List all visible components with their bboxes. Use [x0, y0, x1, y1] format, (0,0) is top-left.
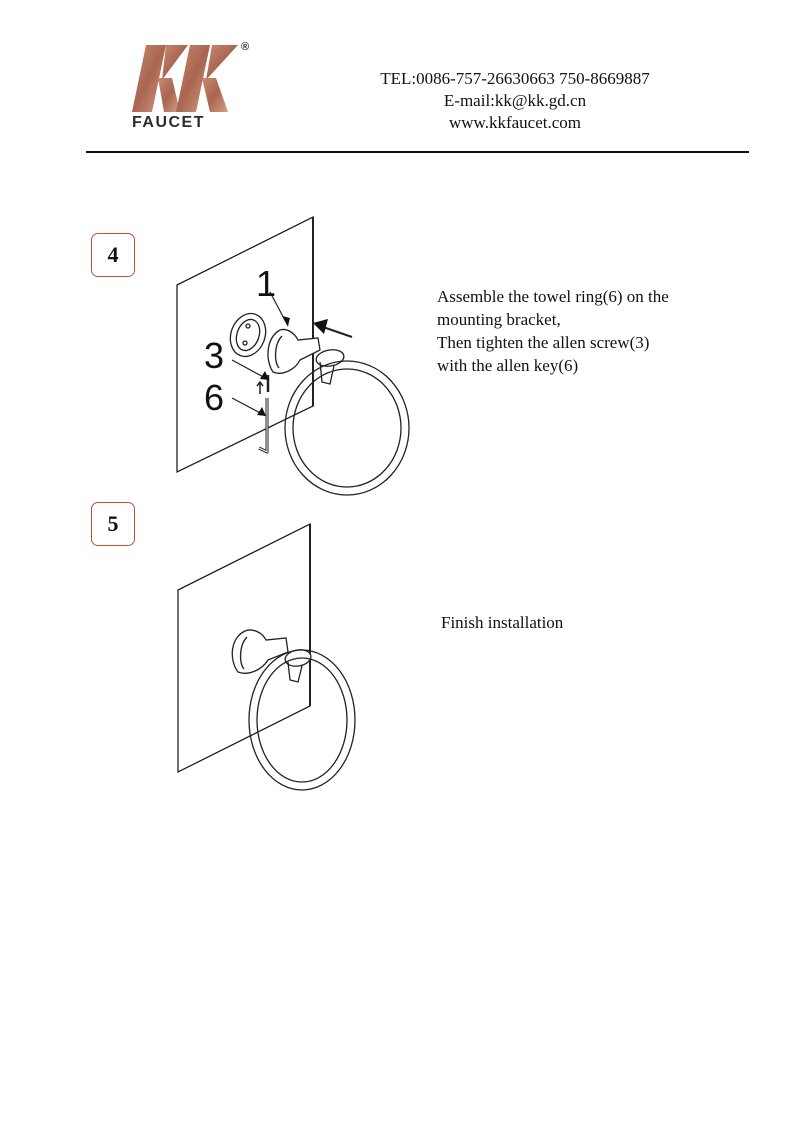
- towel-ring: [285, 361, 409, 495]
- header-divider: [86, 151, 749, 153]
- step-4-badge: 4: [91, 233, 135, 277]
- callout-6: 6: [204, 377, 225, 418]
- callout-3: 3: [204, 335, 225, 376]
- step-4-description: [437, 285, 669, 377]
- callout-1: 1: [256, 263, 277, 304]
- email-line: E-mail:kk@kk.gd.cn: [443, 91, 587, 110]
- step-5-description: [441, 611, 563, 634]
- website-line: www.kkfaucet.com: [448, 113, 581, 132]
- step-4-line-1: Assemble the towel ring(6) on the: [437, 287, 669, 306]
- step-4-illustration: [170, 210, 430, 500]
- step-5-line-1: Finish installation: [441, 613, 564, 632]
- step-5-illustration: [170, 518, 370, 798]
- telephone-line: TEL:0086-757-26630663 750-8669887: [380, 69, 650, 88]
- step-4-line-4: with the allen key(6): [437, 356, 579, 375]
- logo-wordmark: FAUCET: [132, 114, 205, 131]
- step-4-line-3: Then tighten the allen screw(3): [437, 333, 650, 352]
- contact-block: [350, 68, 680, 134]
- registered-mark: ®: [241, 41, 250, 53]
- step-4-line-2: mounting bracket,: [437, 310, 561, 329]
- step-5-badge: 5: [91, 502, 135, 546]
